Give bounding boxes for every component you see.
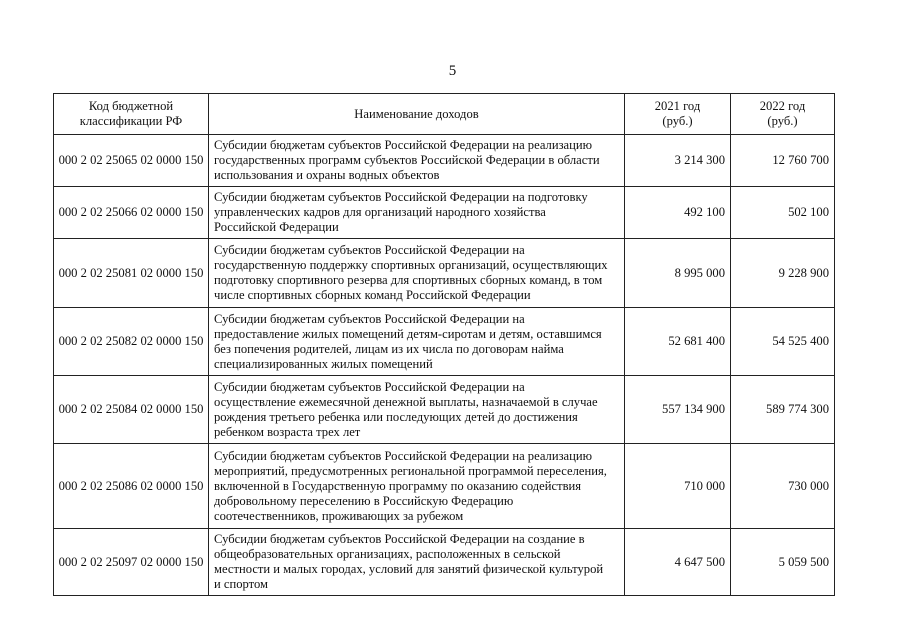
row-code: 000 2 02 25086 02 0000 150 xyxy=(54,444,209,529)
row-value-2022: 9 228 900 xyxy=(731,239,835,308)
row-value-2021: 8 995 000 xyxy=(625,239,731,308)
row-name: Субсидии бюджетам субъектов Российской Федерации на государственную поддержку спортивных организаций, осуществляющих подготовку спортивного резерва для спортивных сборных команд, в том числе спортивных сборных команд Российской Федерации xyxy=(209,239,625,308)
row-code: 000 2 02 25066 02 0000 150 xyxy=(54,187,209,239)
table-row xyxy=(54,529,835,596)
row-value-2021: 710 000 xyxy=(625,444,731,529)
row-name: Субсидии бюджетам субъектов Российской Федерации на реализацию государственных программ субъектов Российской Федерации в области использования и охраны водных объектов xyxy=(209,135,625,187)
table-row xyxy=(54,187,835,239)
row-name: Субсидии бюджетам субъектов Российской Федерации на подготовку управленческих кадров для организаций народного хозяйства Российской Федерации xyxy=(209,187,625,239)
row-value-2021: 557 134 900 xyxy=(625,376,731,444)
row-name: Субсидии бюджетам субъектов Российской Федерации на предоставление жилых помещений детям-сиротам и детям, оставшимся без попечения родителей, лицам из их числа по договорам найма специализированных жилых помещений xyxy=(209,308,625,376)
table-row xyxy=(54,444,835,529)
table-row xyxy=(54,376,835,444)
row-value-2021: 492 100 xyxy=(625,187,731,239)
row-value-2022: 12 760 700 xyxy=(731,135,835,187)
table-row xyxy=(54,239,835,308)
row-value-2021: 52 681 400 xyxy=(625,308,731,376)
row-name: Субсидии бюджетам субъектов Российской Федерации на создание в общеобразовательных организациях, расположенных в сельской местности и малых городах, условий для занятий физической культурой и спортом xyxy=(209,529,625,596)
row-code: 000 2 02 25084 02 0000 150 xyxy=(54,376,209,444)
page-number: 5 xyxy=(448,63,457,79)
header-code: Код бюджетной классификации РФ xyxy=(54,94,209,135)
row-value-2022: 730 000 xyxy=(731,444,835,529)
row-value-2022: 589 774 300 xyxy=(731,376,835,444)
row-value-2021: 4 647 500 xyxy=(625,529,731,596)
row-name: Субсидии бюджетам субъектов Российской Федерации на осуществление ежемесячной денежной выплаты, назначаемой в случае рождения третьего ребенка или последующих детей до достижения ребенком возраста трех лет xyxy=(209,376,625,444)
header-2022: 2022 год (руб.) xyxy=(731,94,835,135)
row-name: Субсидии бюджетам субъектов Российской Федерации на реализацию мероприятий, предусмотренных региональной программой переселения, включенной в Государственную программу по оказанию содействия добровольному переселению в Российскую Федерацию соотечественников, проживающих за рубежом xyxy=(209,444,625,529)
row-value-2022: 54 525 400 xyxy=(731,308,835,376)
table-row xyxy=(54,308,835,376)
row-value-2022: 502 100 xyxy=(731,187,835,239)
table-row xyxy=(54,135,835,187)
row-code: 000 2 02 25097 02 0000 150 xyxy=(54,529,209,596)
budget-table xyxy=(53,93,835,596)
row-value-2021: 3 214 300 xyxy=(625,135,731,187)
header-name: Наименование доходов xyxy=(209,94,625,135)
header-2021: 2021 год (руб.) xyxy=(625,94,731,135)
table-header-row xyxy=(54,94,835,135)
row-value-2022: 5 059 500 xyxy=(731,529,835,596)
row-code: 000 2 02 25082 02 0000 150 xyxy=(54,308,209,376)
row-code: 000 2 02 25081 02 0000 150 xyxy=(54,239,209,308)
row-code: 000 2 02 25065 02 0000 150 xyxy=(54,135,209,187)
